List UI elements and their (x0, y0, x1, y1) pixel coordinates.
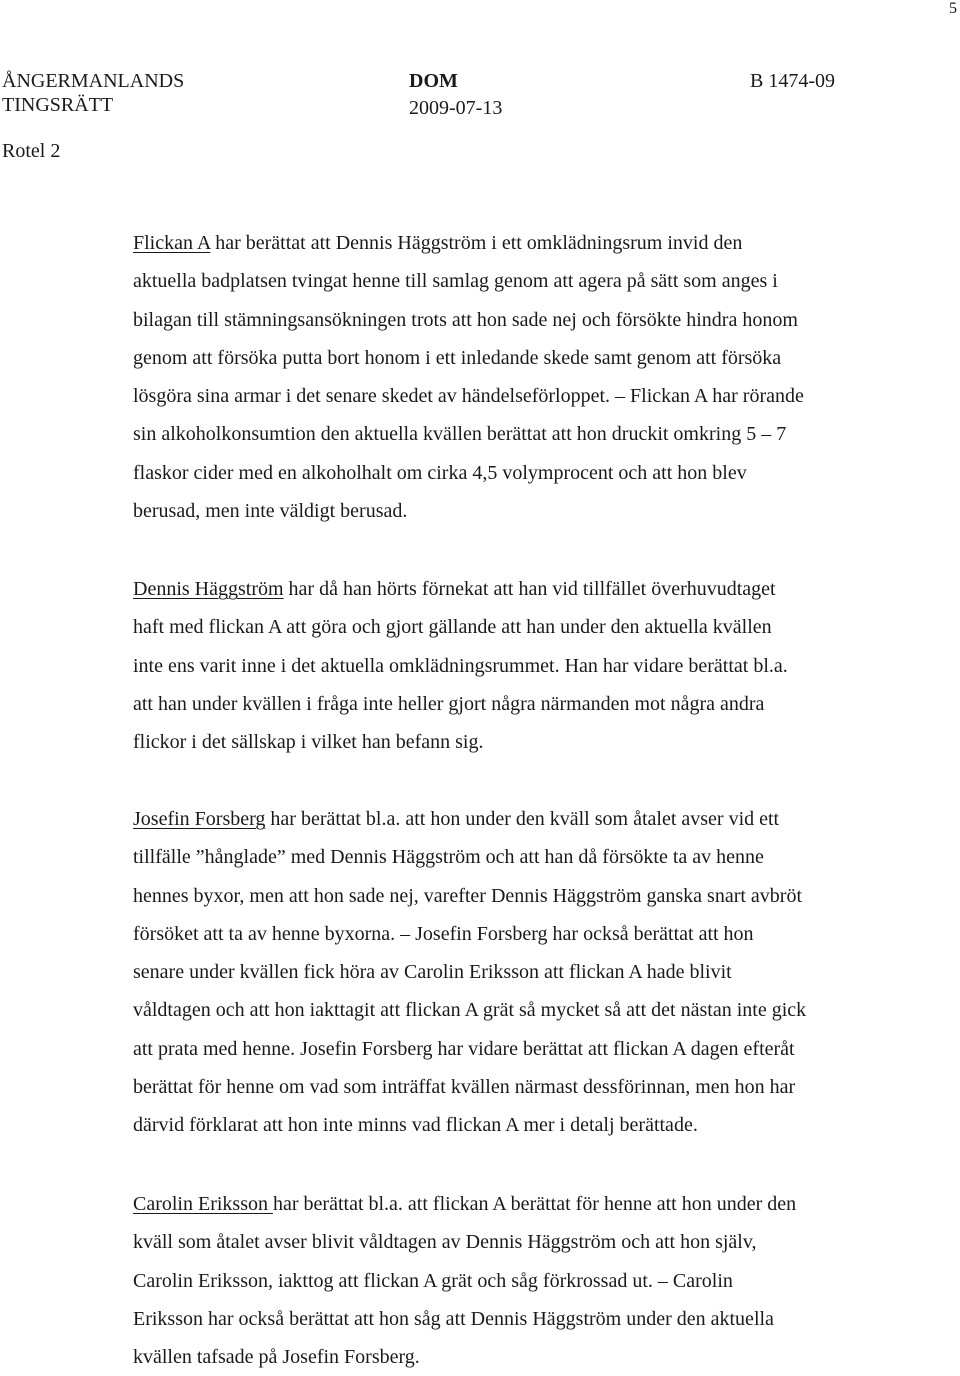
document-date: 2009-07-13 (409, 97, 503, 119)
text-line: aktuella badplatsen tvingat henne till samlag genom att agera på sätt som anges i (133, 270, 778, 293)
text-line: haft med flickan A att göra och gjort gällande att han under den aktuella kvällen (133, 616, 772, 639)
text-line: kväll som åtalet avser blivit våldtagen av Dennis Häggström och att hon själv, (133, 1231, 757, 1254)
testimony-paragraph (133, 1185, 893, 1376)
text-line: att prata med henne. Josefin Forsberg har vidare berättat att flickan A dagen efteråt (133, 1037, 795, 1060)
text-line: flickor i det sällskap i vilket han befann sig. (133, 731, 484, 754)
text-line: kvällen tafsade på Josefin Forsberg. (133, 1346, 420, 1369)
text-line: hennes byxor, men att hon sade nej, varefter Dennis Häggström ganska snart avbröt (133, 884, 803, 907)
text-line: bilagan till stämningsansökningen trots att hon sade nej och försökte hindra honom (133, 308, 798, 331)
text-line (133, 800, 893, 838)
court-name-line2: TINGSRÄTT (2, 94, 114, 116)
rotel-label: Rotel 2 (2, 140, 61, 162)
testimony-paragraph (133, 224, 893, 530)
text-line: sin alkoholkonsumtion den aktuella kvällen berättat att hon druckit omkring 5 – 7 (133, 423, 787, 446)
case-number: B 1474-09 (750, 70, 835, 92)
text-line: senare under kvällen fick höra av Carolin Eriksson att flickan A hade blivit (133, 961, 732, 984)
witness-name: Carolin Eriksson (133, 1193, 273, 1215)
text-line: berättat för henne om vad som inträffat kvällen närmast dessförinnan, men hon har (133, 1076, 796, 1099)
witness-name: Flickan A (133, 232, 211, 254)
text-line: Eriksson har också berättat att hon såg att Dennis Häggström under den aktuella (133, 1307, 774, 1330)
text-line: flaskor cider med en alkoholhalt om cirka 4,5 volymprocent och att hon blev (133, 461, 747, 484)
text-line: lösgöra sina armar i det senare skedet av händelseförloppet. – Flickan A har rörande (133, 385, 804, 408)
text-fragment: har då han hörts förnekat att han vid tillfället överhuvudtaget (288, 578, 776, 600)
text-line (133, 1185, 893, 1223)
text-line: Carolin Eriksson, iakttog att flickan A grät och såg förkrossad ut. – Carolin (133, 1269, 733, 1292)
text-fragment: har berättat bl.a. att hon under den kväll som åtalet avser vid ett (270, 808, 780, 830)
document-type: DOM (409, 70, 458, 92)
text-line (133, 570, 893, 608)
testimony-paragraph (133, 570, 893, 761)
page-number: 5 (949, 0, 957, 17)
text-line: tillfälle ”hånglade” med Dennis Häggström och att han då försökte ta av henne (133, 846, 764, 869)
witness-name: Dennis Häggström (133, 578, 284, 600)
testimony-paragraph (133, 800, 893, 1145)
witness-name: Josefin Forsberg (133, 808, 266, 830)
text-line: inte ens varit inne i det aktuella omklädningsrummet. Han har vidare berättat bl.a. (133, 654, 788, 677)
text-line: därvid förklarat att hon inte minns vad flickan A mer i detalj berättade. (133, 1114, 698, 1137)
text-line: berusad, men inte väldigt berusad. (133, 500, 408, 523)
text-fragment: har berättat bl.a. att flickan A berättat för henne att hon under den (273, 1193, 797, 1215)
text-fragment: har berättat att Dennis Häggström i ett omklädningsrum invid den (215, 232, 743, 254)
text-line: genom att försöka putta bort honom i ett inledande skede samt genom att försöka (133, 346, 782, 369)
text-line: att han under kvällen i fråga inte heller gjort några närmanden mot några andra (133, 692, 765, 715)
text-line: våldtagen och att hon iakttagit att flickan A grät så mycket så att det nästan inte gick (133, 999, 807, 1022)
text-line: försöket att ta av henne byxorna. – Josefin Forsberg har också berättat att hon (133, 922, 754, 945)
court-name-line1: ÅNGERMANLANDS (2, 70, 185, 92)
text-line (133, 224, 893, 262)
